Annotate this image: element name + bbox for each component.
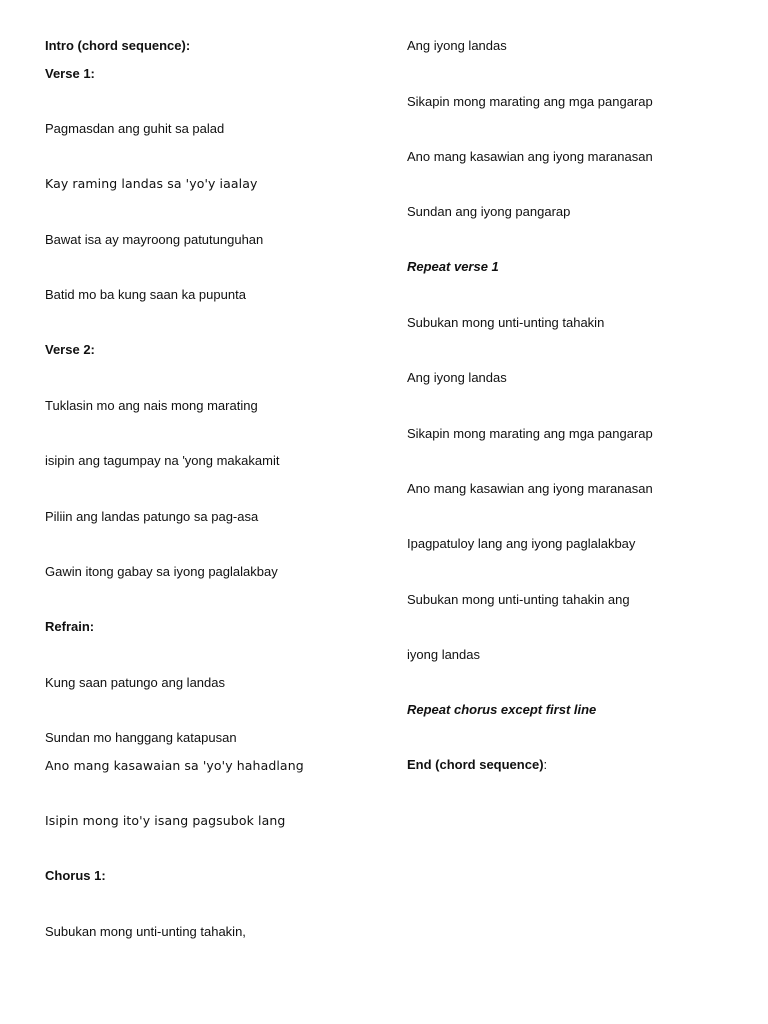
lyric-line: Sikapin mong marating ang mga pangarap: [407, 426, 653, 441]
lyric-line: Sundan ang iyong pangarap: [407, 204, 571, 219]
lyric-line: Isipin mong ito'y isang pagsubok lang: [45, 813, 286, 828]
lyric-line: Ang iyong landas: [407, 38, 507, 53]
lyric-line: Tuklasin mo ang nais mong marating: [45, 398, 258, 413]
lyric-line: Ano mang kasawaian sa 'yo'y hahadlang: [45, 758, 304, 773]
end-colon: :: [543, 757, 548, 772]
lyric-line: Subukan mong unti-unting tahakin: [407, 315, 605, 330]
verse1-heading: Verse 1:: [45, 66, 95, 81]
chorus1-heading: Chorus 1:: [45, 868, 106, 883]
end-line: [407, 757, 547, 773]
lyric-line: Ano mang kasawian ang iyong maranasan: [407, 149, 653, 164]
lyric-line: Subukan mong unti-unting tahakin ang: [407, 592, 630, 607]
lyric-line: iyong landas: [407, 647, 480, 662]
lyric-line: Sikapin mong marating ang mga pangarap: [407, 94, 653, 109]
lyric-line: Kay raming landas sa 'yo'y iaalay: [45, 176, 258, 191]
lyric-line: Ano mang kasawian ang iyong maranasan: [407, 481, 653, 496]
intro-heading: Intro (chord sequence):: [45, 38, 191, 53]
lyric-line: Ang iyong landas: [407, 370, 507, 385]
verse2-heading: Verse 2:: [45, 342, 95, 357]
lyric-line: isipin ang tagumpay na 'yong makakamit: [45, 453, 280, 468]
lyric-line: Subukan mong unti-unting tahakin,: [45, 924, 246, 939]
end-heading: End (chord sequence): [407, 757, 544, 772]
lyric-line: Ipagpatuloy lang ang iyong paglalakbay: [407, 536, 636, 551]
lyric-line: Piliin ang landas patungo sa pag-asa: [45, 509, 259, 524]
lyric-line: Pagmasdan ang guhit sa palad: [45, 121, 225, 136]
lyric-line: Sundan mo hanggang katapusan: [45, 730, 237, 745]
repeat-chorus-note: Repeat chorus except first line: [407, 702, 597, 717]
lyric-line: Bawat isa ay mayroong patutunguhan: [45, 232, 264, 247]
refrain-heading: Refrain:: [45, 619, 95, 634]
lyric-line: Gawin itong gabay sa iyong paglalakbay: [45, 564, 278, 579]
repeat-verse-note: Repeat verse 1: [407, 259, 499, 274]
lyric-line: Kung saan patungo ang landas: [45, 675, 225, 690]
lyric-line: Batid mo ba kung saan ka pupunta: [45, 287, 246, 302]
